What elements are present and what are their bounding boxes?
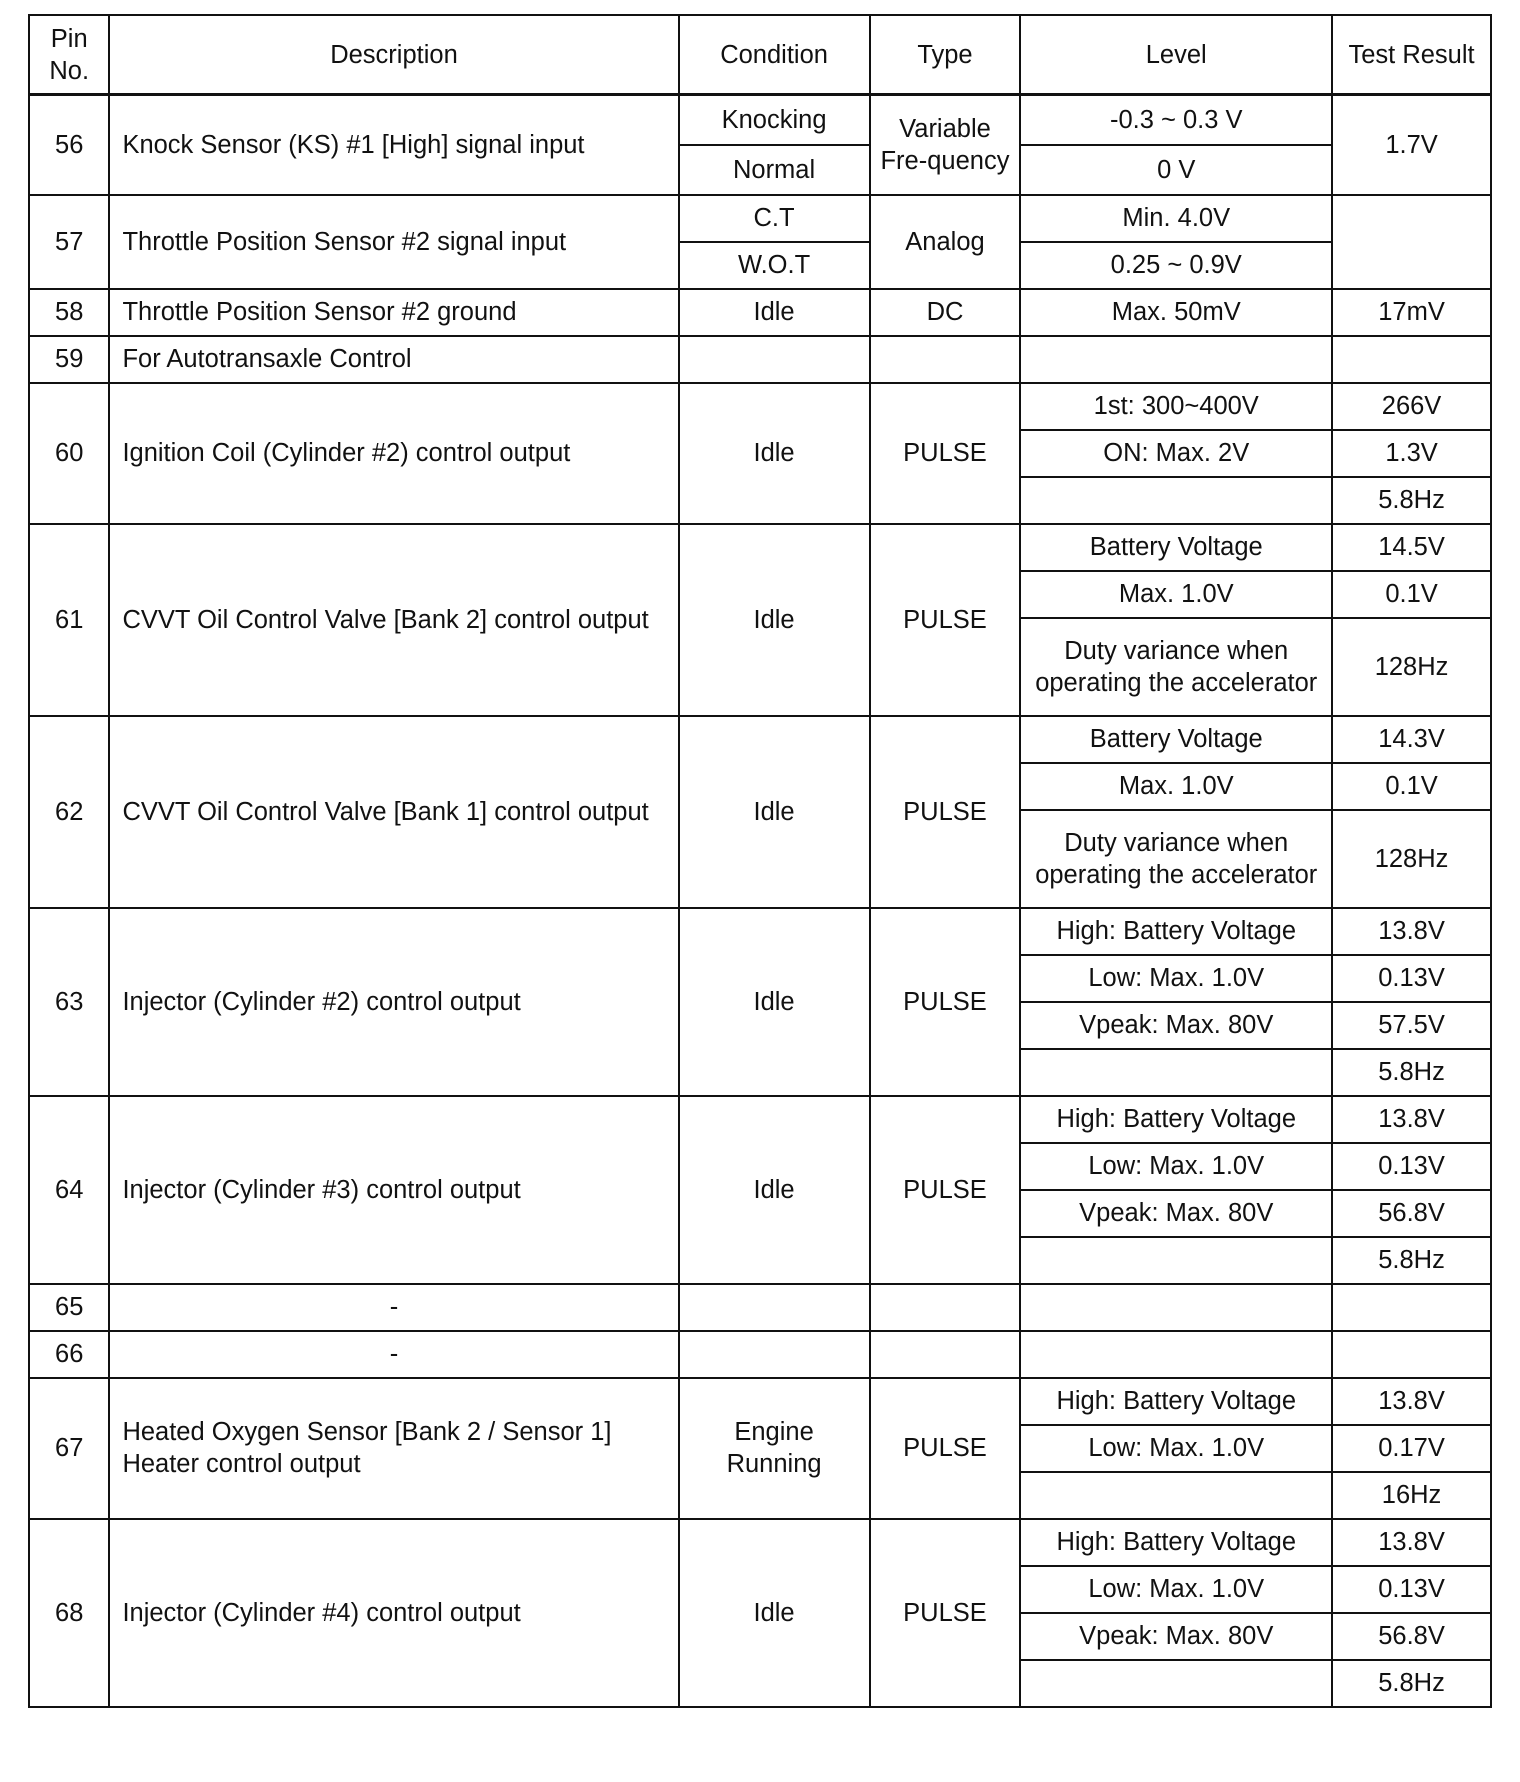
test-result-cell: 14.3V: [1332, 716, 1491, 763]
pin-number: 62: [29, 716, 109, 908]
test-result-cell: 0.13V: [1332, 955, 1491, 1002]
level-cell: [1020, 1284, 1332, 1331]
pin-description: Throttle Position Sensor #2 signal input: [109, 195, 678, 289]
type-cell: PULSE: [870, 908, 1021, 1096]
test-result-cell: 5.8Hz: [1332, 1237, 1491, 1284]
level-cell: Vpeak: Max. 80V: [1020, 1613, 1332, 1660]
pin-number: 61: [29, 524, 109, 716]
pin-number: 57: [29, 195, 109, 289]
table-row: [29, 1284, 1491, 1331]
test-result-cell: 0.1V: [1332, 763, 1491, 810]
table-row: [29, 716, 1491, 763]
type-cell: [870, 1284, 1021, 1331]
condition-cell: Normal: [679, 145, 870, 195]
pin-description: Heated Oxygen Sensor [Bank 2 / Sensor 1] Heater control output: [109, 1378, 678, 1519]
level-cell: Vpeak: Max. 80V: [1020, 1002, 1332, 1049]
level-cell: Low: Max. 1.0V: [1020, 1566, 1332, 1613]
test-result-cell: 5.8Hz: [1332, 1049, 1491, 1096]
type-cell: Variable Fre-quency: [870, 95, 1021, 195]
pin-description: Throttle Position Sensor #2 ground: [109, 289, 678, 336]
test-result-cell: [1332, 1284, 1491, 1331]
condition-cell: Idle: [679, 716, 870, 908]
level-cell: [1020, 477, 1332, 524]
test-result-cell: 57.5V: [1332, 1002, 1491, 1049]
level-cell: Max. 1.0V: [1020, 571, 1332, 618]
condition-cell: Engine Running: [679, 1378, 870, 1519]
level-cell: Low: Max. 1.0V: [1020, 1425, 1332, 1472]
pin-number: 60: [29, 383, 109, 524]
pin-table: [28, 14, 1492, 1708]
pin-number: 65: [29, 1284, 109, 1331]
pin-description: -: [109, 1284, 678, 1331]
level-cell: High: Battery Voltage: [1020, 1519, 1332, 1566]
pin-number: 63: [29, 908, 109, 1096]
table-row: [29, 1519, 1491, 1566]
table-row: [29, 1378, 1491, 1425]
type-cell: PULSE: [870, 524, 1021, 716]
test-result-cell: 5.8Hz: [1332, 1660, 1491, 1707]
header-description: Description: [109, 15, 678, 95]
level-cell: Min. 4.0V: [1020, 195, 1332, 242]
test-result-cell: 56.8V: [1332, 1613, 1491, 1660]
level-cell: [1020, 1049, 1332, 1096]
test-result-cell: [1332, 195, 1491, 289]
condition-cell: Idle: [679, 908, 870, 1096]
pin-description: For Autotransaxle Control: [109, 336, 678, 383]
type-cell: PULSE: [870, 1519, 1021, 1707]
level-cell: -0.3 ~ 0.3 V: [1020, 95, 1332, 145]
level-cell: 1st: 300~400V: [1020, 383, 1332, 430]
table-row: [29, 289, 1491, 336]
pin-number: 68: [29, 1519, 109, 1707]
level-cell: Max. 50mV: [1020, 289, 1332, 336]
test-result-cell: 13.8V: [1332, 1378, 1491, 1425]
header-level: Level: [1020, 15, 1332, 95]
level-cell: 0.25 ~ 0.9V: [1020, 242, 1332, 289]
level-cell: Battery Voltage: [1020, 524, 1332, 571]
test-result-cell: 5.8Hz: [1332, 477, 1491, 524]
type-cell: Analog: [870, 195, 1021, 289]
test-result-cell: 56.8V: [1332, 1190, 1491, 1237]
pin-number: 56: [29, 95, 109, 195]
level-cell: [1020, 1331, 1332, 1378]
test-result-cell: 128Hz: [1332, 618, 1491, 716]
test-result-cell: 17mV: [1332, 289, 1491, 336]
test-result-cell: 13.8V: [1332, 1096, 1491, 1143]
test-result-cell: 0.13V: [1332, 1143, 1491, 1190]
test-result-cell: 14.5V: [1332, 524, 1491, 571]
level-cell: High: Battery Voltage: [1020, 1378, 1332, 1425]
condition-cell: W.O.T: [679, 242, 870, 289]
pin-description: Injector (Cylinder #2) control output: [109, 908, 678, 1096]
test-result-cell: 13.8V: [1332, 1519, 1491, 1566]
type-cell: PULSE: [870, 1378, 1021, 1519]
level-cell: Vpeak: Max. 80V: [1020, 1190, 1332, 1237]
table-row: [29, 1331, 1491, 1378]
condition-cell: [679, 1284, 870, 1331]
header-pin-no: Pin No.: [29, 15, 109, 95]
level-cell: Max. 1.0V: [1020, 763, 1332, 810]
pin-description: CVVT Oil Control Valve [Bank 2] control output: [109, 524, 678, 716]
table-row: [29, 336, 1491, 383]
pin-number: 67: [29, 1378, 109, 1519]
level-cell: High: Battery Voltage: [1020, 1096, 1332, 1143]
condition-cell: Idle: [679, 383, 870, 524]
condition-cell: C.T: [679, 195, 870, 242]
test-result-cell: 13.8V: [1332, 908, 1491, 955]
table-row: [29, 195, 1491, 242]
pin-number: 58: [29, 289, 109, 336]
level-cell: [1020, 1472, 1332, 1519]
pin-description: Knock Sensor (KS) #1 [High] signal input: [109, 95, 678, 195]
test-result-cell: 128Hz: [1332, 810, 1491, 908]
test-result-cell: 0.13V: [1332, 1566, 1491, 1613]
pin-description: Injector (Cylinder #4) control output: [109, 1519, 678, 1707]
pin-description: CVVT Oil Control Valve [Bank 1] control output: [109, 716, 678, 908]
level-cell: [1020, 1237, 1332, 1284]
table-row: [29, 908, 1491, 955]
condition-cell: Idle: [679, 289, 870, 336]
type-cell: PULSE: [870, 1096, 1021, 1284]
condition-cell: Idle: [679, 524, 870, 716]
test-result-cell: 1.3V: [1332, 430, 1491, 477]
header-test-result: Test Result: [1332, 15, 1491, 95]
condition-cell: Idle: [679, 1096, 870, 1284]
level-cell: 0 V: [1020, 145, 1332, 195]
test-result-cell: 16Hz: [1332, 1472, 1491, 1519]
test-result-cell: [1332, 336, 1491, 383]
condition-cell: [679, 1331, 870, 1378]
level-cell: Duty variance when operating the accelerator: [1020, 810, 1332, 908]
test-result-cell: 1.7V: [1332, 95, 1491, 195]
table-row: [29, 95, 1491, 145]
level-cell: ON: Max. 2V: [1020, 430, 1332, 477]
type-cell: [870, 1331, 1021, 1378]
table-row: [29, 1096, 1491, 1143]
condition-cell: [679, 336, 870, 383]
pin-description: Injector (Cylinder #3) control output: [109, 1096, 678, 1284]
table-row: [29, 524, 1491, 571]
test-result-cell: [1332, 1331, 1491, 1378]
header-condition: Condition: [679, 15, 870, 95]
level-cell: [1020, 1660, 1332, 1707]
level-cell: Battery Voltage: [1020, 716, 1332, 763]
type-cell: PULSE: [870, 716, 1021, 908]
header-row: [29, 15, 1491, 95]
table-row: [29, 383, 1491, 430]
level-cell: Low: Max. 1.0V: [1020, 955, 1332, 1002]
type-cell: [870, 336, 1021, 383]
header-type: Type: [870, 15, 1021, 95]
level-cell: [1020, 336, 1332, 383]
pin-description: Ignition Coil (Cylinder #2) control output: [109, 383, 678, 524]
condition-cell: Knocking: [679, 95, 870, 145]
level-cell: Low: Max. 1.0V: [1020, 1143, 1332, 1190]
test-result-cell: 0.17V: [1332, 1425, 1491, 1472]
pin-number: 66: [29, 1331, 109, 1378]
level-cell: Duty variance when operating the accelerator: [1020, 618, 1332, 716]
test-result-cell: 0.1V: [1332, 571, 1491, 618]
type-cell: PULSE: [870, 383, 1021, 524]
type-cell: DC: [870, 289, 1021, 336]
test-result-cell: 266V: [1332, 383, 1491, 430]
pin-number: 64: [29, 1096, 109, 1284]
pin-number: 59: [29, 336, 109, 383]
level-cell: High: Battery Voltage: [1020, 908, 1332, 955]
condition-cell: Idle: [679, 1519, 870, 1707]
pin-description: -: [109, 1331, 678, 1378]
